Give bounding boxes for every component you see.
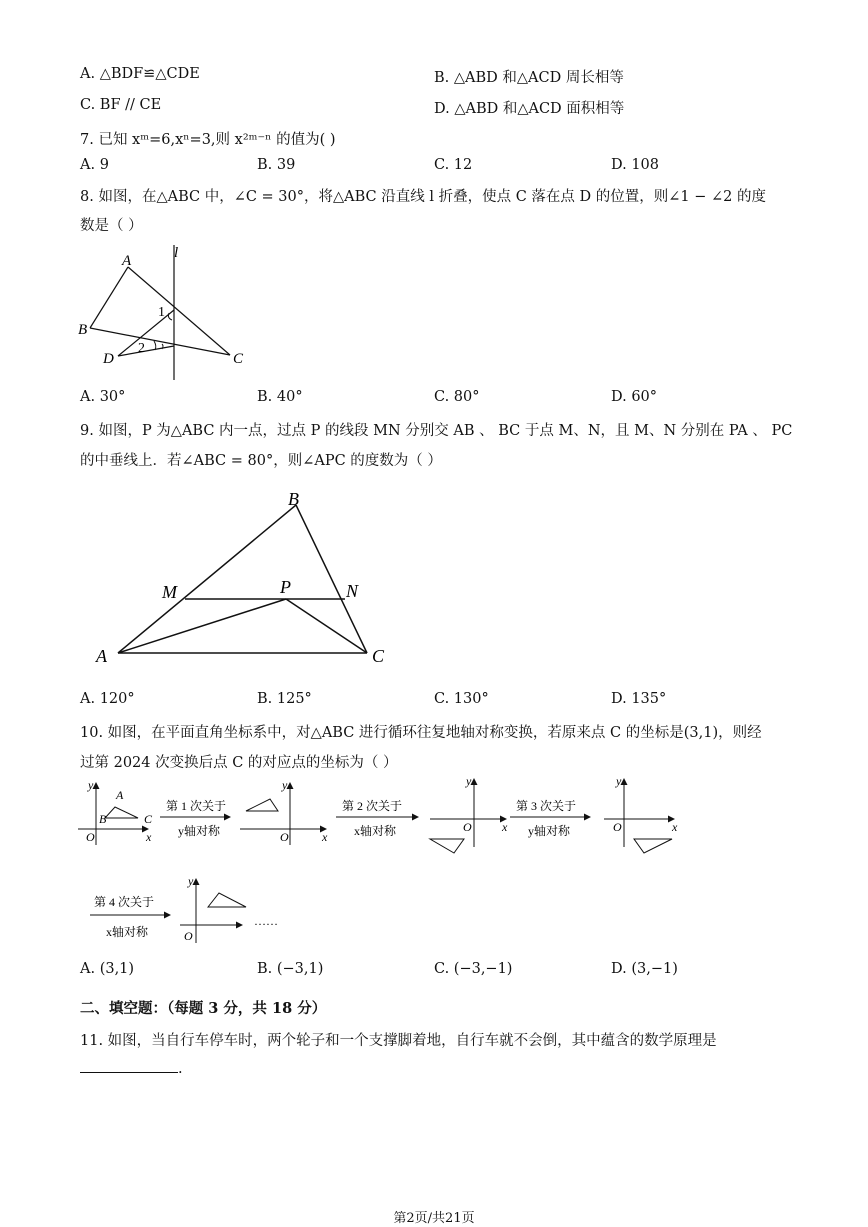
q8-option-d: D. 60° xyxy=(611,389,658,405)
svg-text:B: B xyxy=(99,812,107,826)
svg-text:y: y xyxy=(616,774,622,788)
q10-option-d: D. (3,−1) xyxy=(611,961,678,977)
q9-option-c: C. 130° xyxy=(434,691,489,707)
q8-label-c: C xyxy=(233,351,244,367)
q10-step4-bot: x轴对称 xyxy=(106,925,149,939)
q10-option-b: B. (−3,1) xyxy=(257,961,324,977)
q8-stem-line2: 数是（ ） xyxy=(80,218,143,234)
svg-text:y: y xyxy=(188,874,194,888)
svg-text:x: x xyxy=(322,830,328,844)
q9-label-n: N xyxy=(346,581,359,601)
q7-stem: 7. 已知 xᵐ=6,xⁿ=3,则 x²ᵐ⁻ⁿ 的值为( ) xyxy=(80,132,336,148)
q10-option-a: A. (3,1) xyxy=(80,961,135,977)
q9-option-b: B. 125° xyxy=(257,691,312,707)
q9-label-b: B xyxy=(288,489,299,509)
q9-option-d: D. 135° xyxy=(611,691,667,707)
q11-answer-line: . xyxy=(80,1060,183,1077)
q6-option-b: B. △ABD 和△ACD 周长相等 xyxy=(434,70,624,86)
q9-option-a: A. 120° xyxy=(80,691,135,707)
section-heading: 二、填空题：（每题 3 分，共 18 分） xyxy=(80,1000,327,1017)
q8-label-d: D xyxy=(103,351,114,367)
svg-text:C: C xyxy=(144,812,153,826)
svg-text:x: x xyxy=(146,830,152,844)
q10-step4-top: 第 4 次关于 xyxy=(94,895,155,909)
q10-step3-bot: y轴对称 xyxy=(528,824,571,838)
svg-text:y: y xyxy=(282,778,288,792)
svg-text:x: x xyxy=(672,820,678,834)
q10-step1-top: 第 1 次关于 xyxy=(166,799,227,813)
svg-text:y: y xyxy=(88,778,94,792)
q8-option-c: C. 80° xyxy=(434,389,480,405)
q10-figure xyxy=(78,775,698,950)
q7-option-a: A. 9 xyxy=(80,157,109,173)
svg-text:y: y xyxy=(466,774,472,788)
q10-stem-line2: 过第 2024 次变换后点 C 的对应点的坐标为（ ） xyxy=(80,755,398,771)
svg-text:O: O xyxy=(613,820,622,834)
svg-text:O: O xyxy=(463,820,472,834)
q10-stem-line1: 10. 如图，在平面直角坐标系中，对△ABC 进行循环往复地轴对称变换，若原来点 C 的坐标是(3,1)，则经 xyxy=(80,725,762,741)
q10-option-c: C. (−3,−1) xyxy=(434,961,513,977)
q10-step2-top: 第 2 次关于 xyxy=(342,799,403,813)
page-footer: 第2页/共21页 xyxy=(393,1211,475,1226)
q6-option-c: C. BF // CE xyxy=(80,97,162,113)
q7-option-c: C. 12 xyxy=(434,157,473,173)
q9-label-p: P xyxy=(280,577,291,597)
svg-text:……: …… xyxy=(254,914,278,928)
q9-stem-line1: 9. 如图，P 为△ABC 内一点，过点 P 的线段 MN 分别交 AB 、 BC 于点 M、N，且 M、N 分别在 PA 、 PC xyxy=(80,423,793,439)
svg-text:A: A xyxy=(116,788,124,802)
q8-angle-2: 2 xyxy=(138,341,145,356)
q8-label-b: B xyxy=(78,322,88,338)
svg-text:x: x xyxy=(502,820,508,834)
q6-option-a: A. △BDF≌△CDE xyxy=(80,66,200,82)
q11-stem: 11. 如图，当自行车停车时，两个轮子和一个支撑脚着地，自行车就不会倒，其中蕴含的数学原理是 xyxy=(80,1033,717,1049)
q10-step3-top: 第 3 次关于 xyxy=(516,799,577,813)
q8-angle-1: 1 xyxy=(158,305,165,320)
q9-label-c: C xyxy=(372,646,385,666)
q7-option-b: B. 39 xyxy=(257,157,296,173)
q6-option-d: D. △ABD 和△ACD 面积相等 xyxy=(434,101,625,117)
answer-blank[interactable] xyxy=(80,1060,178,1073)
q7-option-d: D. 108 xyxy=(611,157,660,173)
q8-figure xyxy=(70,240,260,390)
q8-option-a: A. 30° xyxy=(80,389,126,405)
q9-figure xyxy=(90,480,410,680)
q8-label-l: l xyxy=(174,245,179,261)
q9-stem-line2: 的中垂线上．若∠ABC = 80°，则∠APC 的度数为（ ） xyxy=(80,453,442,469)
q10-step2-bot: x轴对称 xyxy=(354,824,397,838)
svg-text:O: O xyxy=(86,830,95,844)
svg-text:O: O xyxy=(184,929,193,943)
q9-label-m: M xyxy=(162,582,177,602)
q8-option-b: B. 40° xyxy=(257,389,303,405)
svg-text:O: O xyxy=(280,830,289,844)
q9-label-a: A xyxy=(96,646,107,666)
q8-label-a: A xyxy=(122,253,132,269)
q8-stem-line1: 8. 如图，在△ABC 中，∠C = 30°，将△ABC 沿直线 l 折叠，使点 C 落在点 D 的位置，则∠1 − ∠2 的度 xyxy=(80,189,766,205)
q10-step1-bot: y轴对称 xyxy=(178,824,221,838)
